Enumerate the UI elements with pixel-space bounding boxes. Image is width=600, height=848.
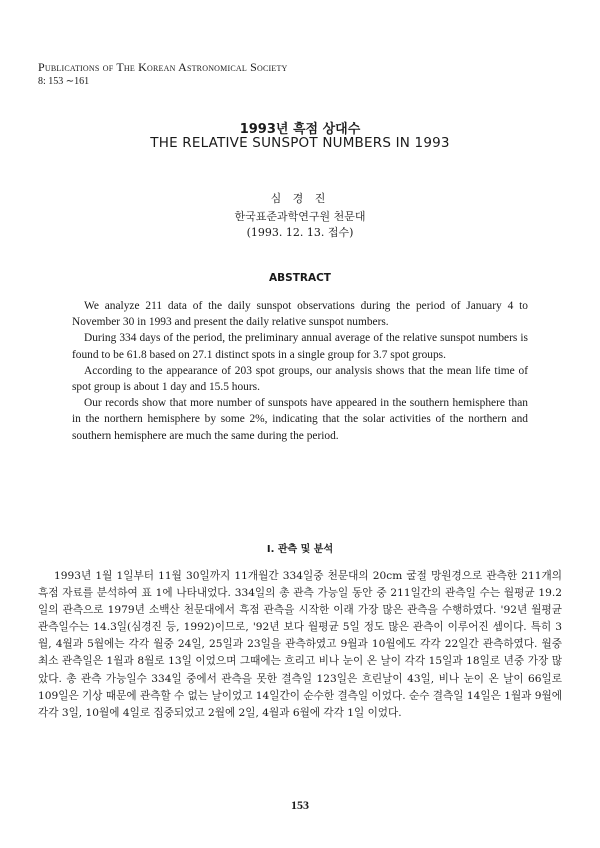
journal-name (38, 60, 288, 75)
journal-volume-pages: 8: 153 ∼161 (38, 76, 90, 87)
author-affiliation: 한국표준과학연구원 천문대 (234, 210, 366, 223)
received-date: (1993. 12. 13. 접수) (246, 226, 354, 239)
page-number: 153 (291, 798, 309, 812)
section-heading: I. 관측 및 분석 (266, 544, 334, 555)
author-name: 심 경 진 (270, 192, 330, 205)
body-paragraph: 1993년 1월 1일부터 11월 30일까지 11개월간 334일중 천문대의 20cm 굴절 망원경으로 관측한 211개의 흑점 자료를 분석하여 표 1에 나타내었다. 334일의 총 관측 가능일 동안 중 211일간의 관측일 수는 월평균 19.2일의 관측으로 1979년 소백산 천문대에서 흑점 관측을 시작한 이래 가장 많은 관측을 수행하였다. '92년 월평균 관측일수는 14.3일(심경진 등, 1992)이므로, '92년 보다 월평균 5일 정도 많은 관측이 이루어진 셈이다. 특히 3월, 4월과 5월에는 각각 월중 24일, 25일과 23일을 관측하였고 9월과 10월에도 각각 22일간 관측하였다. 월중 최소 관측일은 1월과 8월로 13일 이었으며 그때에는 흐리고 비나 눈이 온 날이 각각 15일과 18일로 년중 가장 많았다. 총 관측 가능일수 334일 중에서 관측을 못한 결측일 123일은 흐린날이 43일, 비나 눈이 온 날이 66일로 109일은 기상 때문에 관측할 수 없는 날이었고 14일간이 순수한 결측일 이었다. 순수 결측일 14일은 1월과 9월에 각각 3일, 10월에 4일로 집중되었고 2월에 2일, 4월과 6월에 각각 1일 이었다. (38, 570, 562, 719)
abstract-paragraph: We analyze 211 data of the daily sunspot observations during the period of January 4 to November 30 in 1993 and present the daily relative sunspot numbers. (72, 300, 528, 329)
title-korean: 1993년 흑점 상대수 (239, 122, 361, 137)
abstract-paragraph: According to the appearance of 203 spot groups, our analysis shows that the mean life time of spot group is about 1 day and 15.5 hours. (72, 364, 528, 394)
journal-name-text: Publications of The Korean Astronomical Society (38, 60, 288, 74)
title-english: THE RELATIVE SUNSPOT NUMBERS IN 1993 (150, 135, 450, 151)
abstract-body (72, 298, 528, 444)
abstract-paragraph: Our records show that more number of sunspots have appeared in the southern hemisphere than in the northern hemisphere by some 2%, indicating that the solar activities of the northern and southern hemisphere are much the same during the period. (72, 397, 528, 442)
abstract-paragraph: During 334 days of the period, the preliminary annual average of the relative sunspot numbers is found to be 61.8 based on 27.1 distinct spots in a single group for 3.7 spot groups. (72, 332, 528, 361)
abstract-heading: ABSTRACT (269, 272, 331, 284)
section-body (38, 568, 562, 722)
